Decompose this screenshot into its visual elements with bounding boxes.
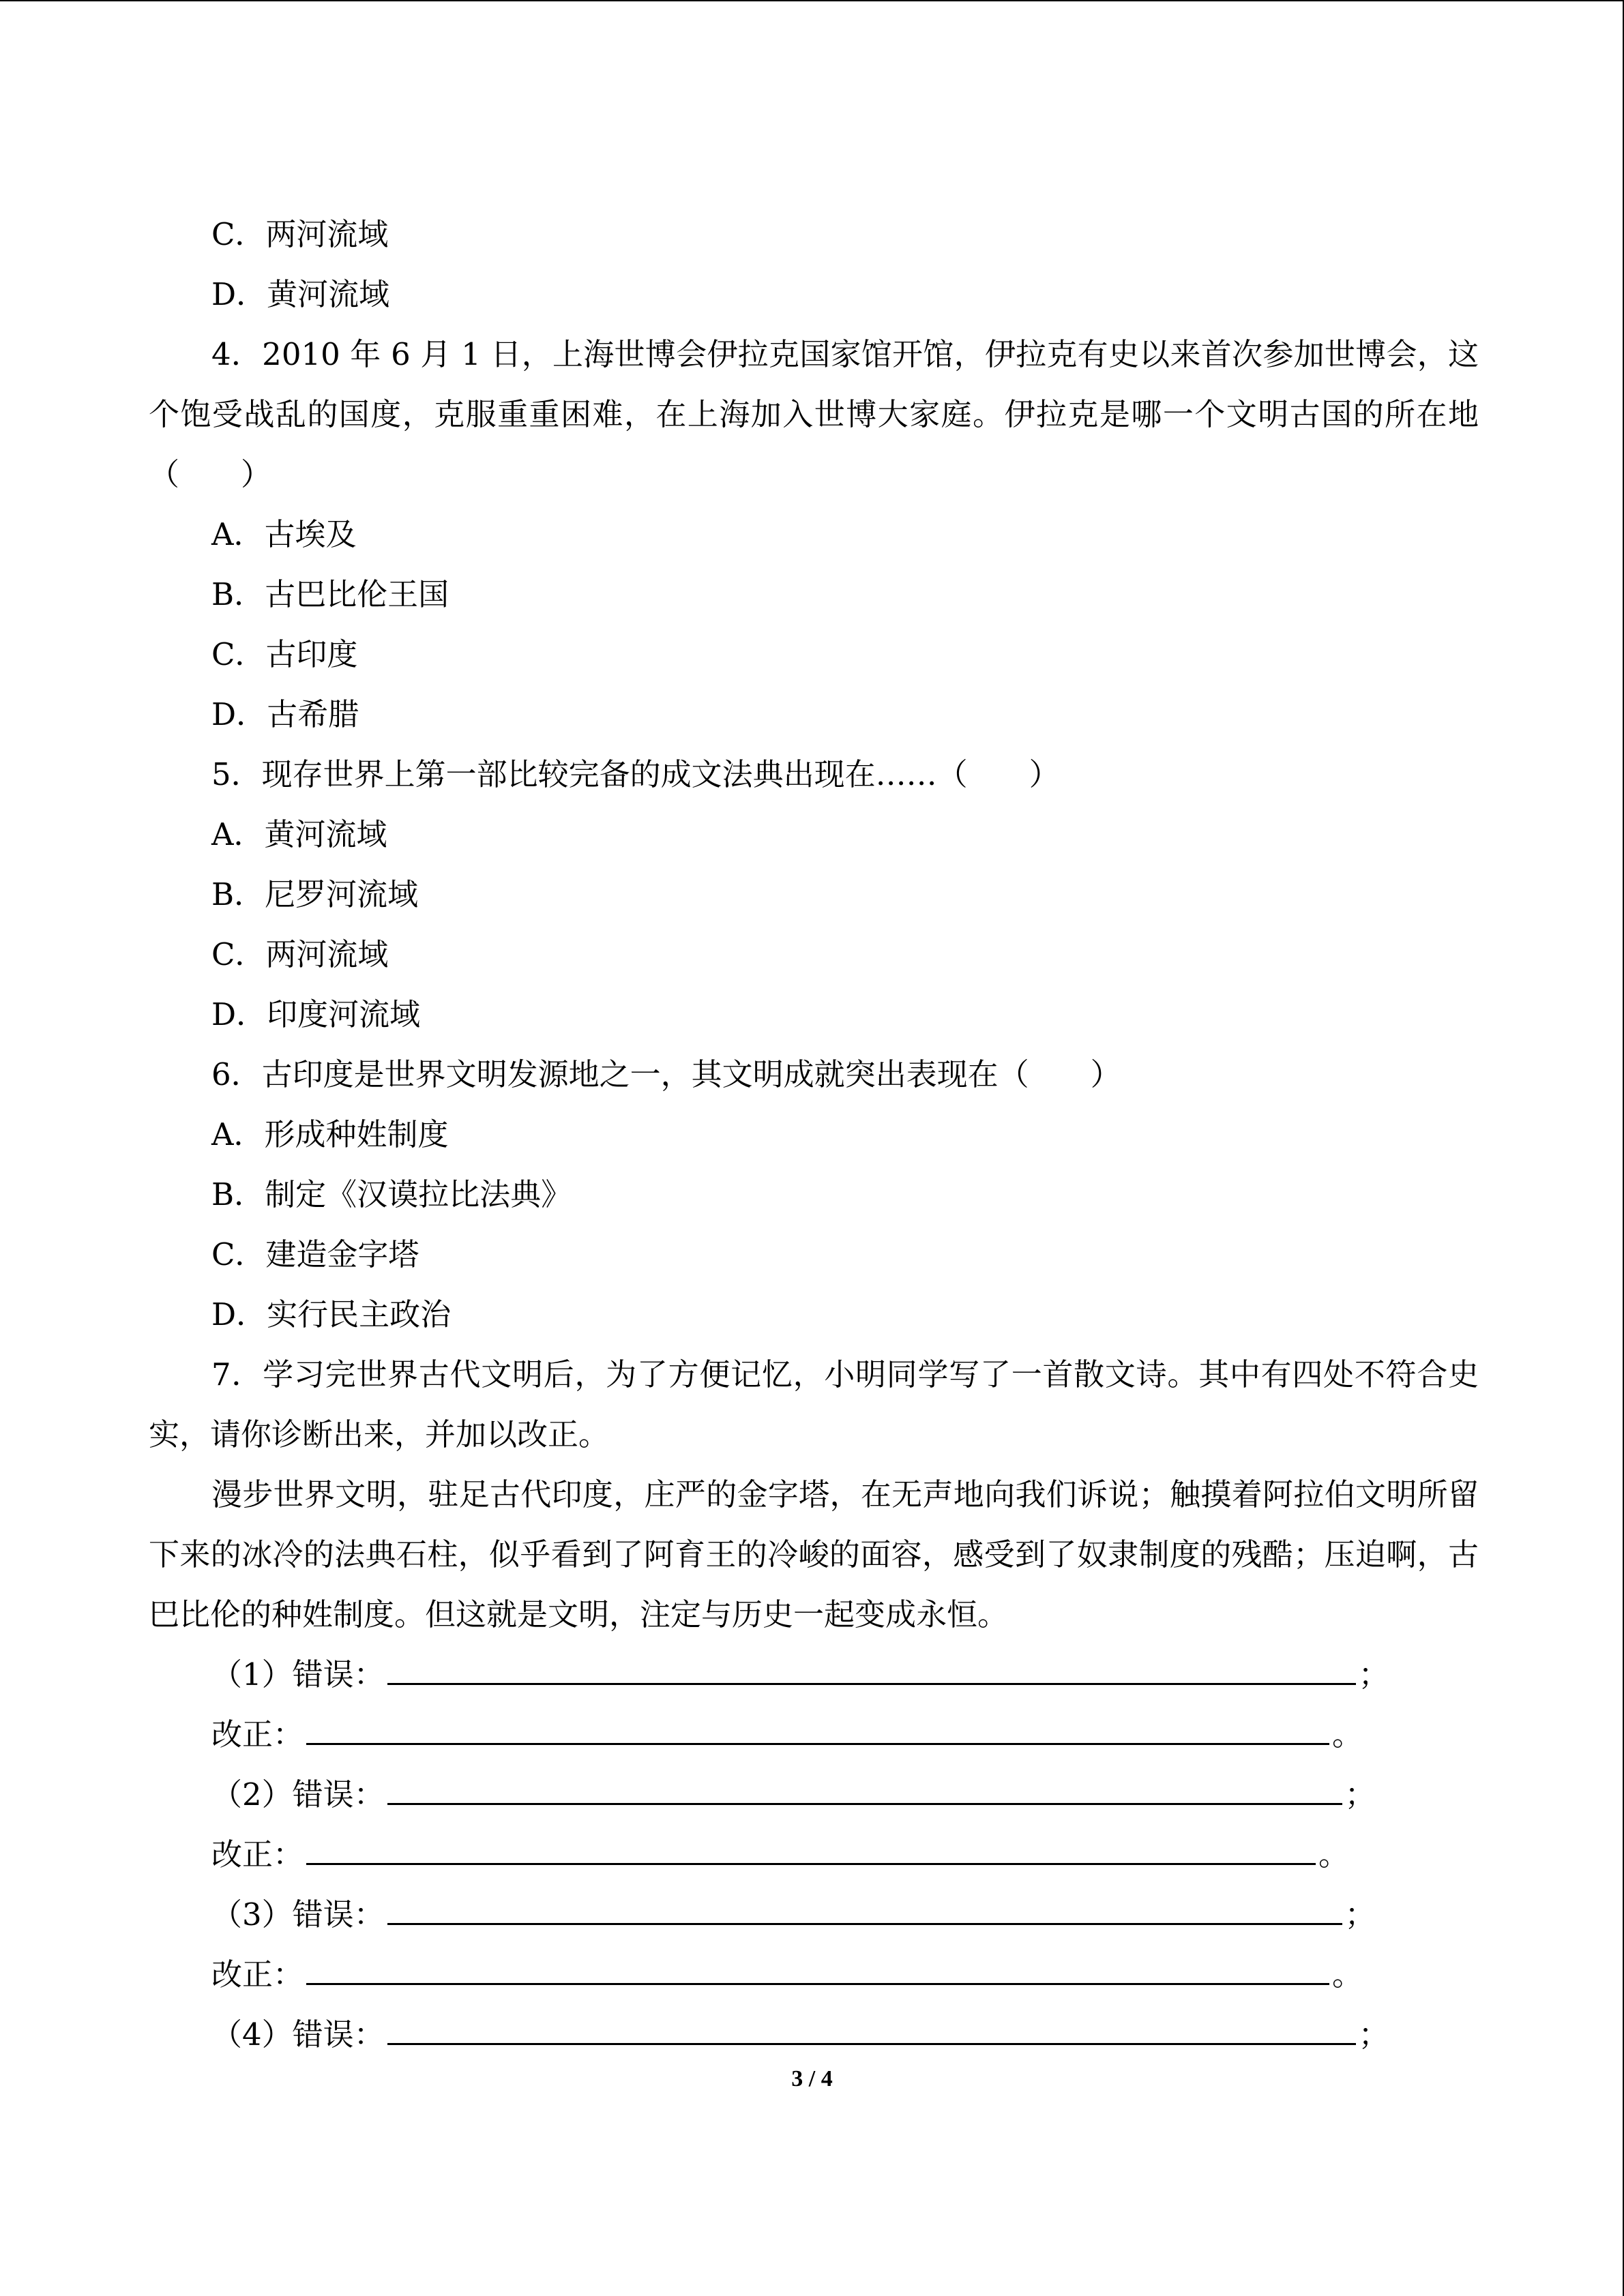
q4-option-a: A．古埃及 xyxy=(211,516,357,552)
answer-line[interactable] xyxy=(306,1841,1316,1865)
q5-option-b: B．尼罗河流域 xyxy=(211,876,419,912)
answer-line[interactable] xyxy=(387,2021,1356,2045)
q7-poem: 漫步世界文明，驻足古代印度，庄严的金字塔，在无声地向我们诉说；触摸着阿拉伯文明所留下来的冰冷的法典石柱，似乎看到了阿育王的冷峻的面容，感受到了奴隶制度的残酷；压迫啊，古巴比伦的种姓制度。但这就是文明，注定与历史一起变成永恒。 xyxy=(149,1476,1479,1632)
q4-option-b: B．古巴比伦王国 xyxy=(211,576,449,612)
q4-option-d: D．古希腊 xyxy=(211,696,359,732)
q7-blank-3-error xyxy=(149,1885,1479,1945)
q7-blank-3-fix xyxy=(149,1945,1479,2005)
q5-stem: 5．现存世界上第一部比较完备的成文法典出现在……（ ） xyxy=(211,756,1060,792)
blank-end: ； xyxy=(1358,2016,1389,2053)
answer-line[interactable] xyxy=(306,1721,1329,1745)
q7-blank-4-error xyxy=(149,2005,1479,2065)
q6-stem: 6．古印度是世界文明发源地之一，其文明成就突出表现在（ ） xyxy=(211,1056,1121,1092)
q3-option-d: D．黄河流域 xyxy=(211,276,390,312)
blank-label: 改正： xyxy=(211,1836,304,1873)
blank-end: 。 xyxy=(1332,1956,1363,1993)
worksheet-content xyxy=(149,205,1479,2065)
page-number: 3 / 4 xyxy=(791,2066,833,2091)
q7-blank-2-error xyxy=(149,1765,1479,1825)
blank-label: 改正： xyxy=(211,1716,304,1753)
q7-blank-1-error xyxy=(149,1645,1479,1705)
q7-blank-2-fix xyxy=(149,1825,1479,1885)
answer-line[interactable] xyxy=(387,1901,1342,1925)
q5-option-d: D．印度河流域 xyxy=(211,996,421,1032)
q6-option-b: B．制定《汉谟拉比法典》 xyxy=(211,1176,572,1212)
blank-end: ； xyxy=(1344,1896,1376,1933)
q4-stem: 4．2010 年 6 月 1 日，上海世博会伊拉克国家馆开馆，伊拉克有史以来首次参加世博会，这个饱受战乱的国度，克服重重困难，在上海加入世博大家庭。伊拉克是哪一个文明古国的所在地（ ） xyxy=(149,336,1479,492)
blank-end: 。 xyxy=(1318,1836,1350,1873)
q3-option-c: C．两河流域 xyxy=(211,216,389,252)
q4-option-c: C．古印度 xyxy=(211,636,358,672)
blank-label: （1）错误： xyxy=(211,1656,385,1693)
answer-line[interactable] xyxy=(387,1781,1342,1805)
q6-option-d: D．实行民主政治 xyxy=(211,1296,452,1332)
blank-end: 。 xyxy=(1332,1716,1363,1753)
blank-label: （2）错误： xyxy=(211,1776,385,1813)
blank-end: ； xyxy=(1358,1656,1389,1693)
q6-option-c: C．建造金字塔 xyxy=(211,1236,419,1272)
blank-label: （4）错误： xyxy=(211,2016,385,2053)
blank-label: （3）错误： xyxy=(211,1896,385,1933)
q5-option-a: A．黄河流域 xyxy=(211,816,387,852)
q7-blank-1-fix xyxy=(149,1705,1479,1765)
blank-end: ； xyxy=(1344,1776,1376,1813)
q6-option-a: A．形成种姓制度 xyxy=(211,1116,449,1152)
answer-line[interactable] xyxy=(306,1961,1329,1985)
q5-option-c: C．两河流域 xyxy=(211,936,389,972)
answer-line[interactable] xyxy=(387,1661,1356,1685)
q7-stem: 7．学习完世界古代文明后，为了方便记忆，小明同学写了一首散文诗。其中有四处不符合史实，请你诊断出来，并加以改正。 xyxy=(149,1356,1479,1452)
blank-label: 改正： xyxy=(211,1956,304,1993)
